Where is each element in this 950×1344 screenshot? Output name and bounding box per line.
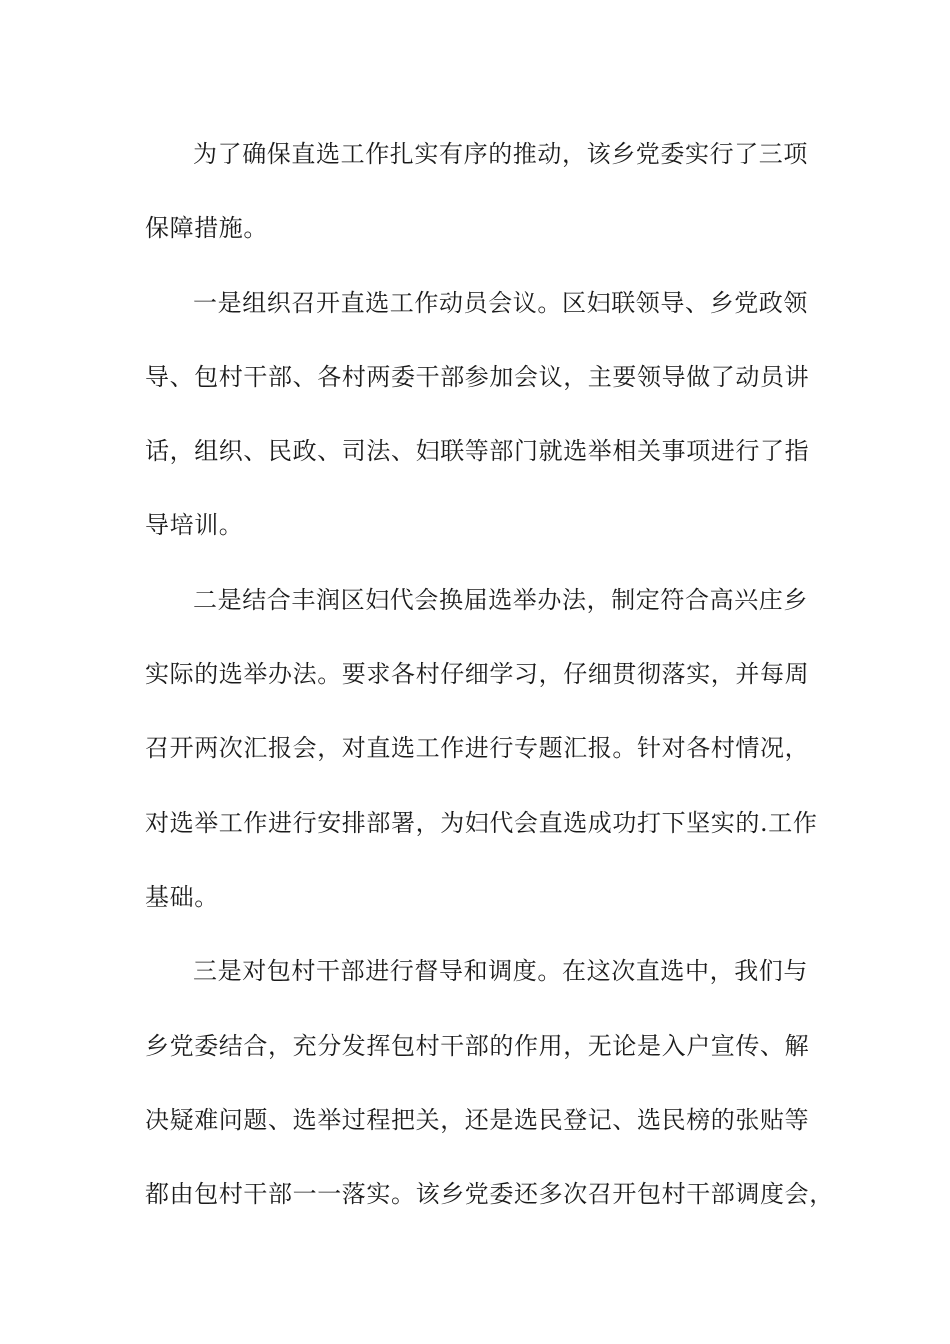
- paragraph-3-line-5: 基础。: [145, 882, 219, 911]
- paragraph-1-line-2: 保障措施。: [145, 214, 268, 243]
- document-body: [145, 122, 835, 1236]
- paragraph-2-line-2: 导、包村干部、各村两委干部参加会议，主要领导做了动员讲: [145, 362, 810, 391]
- paragraph-2-line-4: 导培训。: [145, 511, 244, 540]
- paragraph-1-line-1: 为了确保直选工作扎实有序的推动，该乡党委实行了三项: [193, 140, 808, 168]
- paragraph-2-line-3: 话，组织、民政、司法、妇联等部门就选举相关事项进行了指: [145, 437, 810, 466]
- paragraph-3-line-1: 二是结合丰润区妇代会换届选举办法，制定符合高兴庄乡: [193, 585, 808, 614]
- paragraph-3-line-2: 实际的选举办法。要求各村仔细学习，仔细贯彻落实，并每周: [145, 660, 810, 689]
- paragraph-4-line-1: 三是对包村干部进行督导和调度。在这次直选中，我们与: [193, 957, 808, 986]
- paragraph-4-line-4: 都由包村干部一一落实。该乡党委还多次召开包村干部调度会，: [145, 1180, 834, 1209]
- paragraph-4-line-3: 决疑难问题、选举过程把关，还是选民登记、选民榜的张贴等: [145, 1105, 810, 1134]
- paragraph-4-line-2: 乡党委结合，充分发挥包村干部的作用，无论是入户宣传、解: [145, 1031, 810, 1060]
- paragraph-3-line-3: 召开两次汇报会，对直选工作进行专题汇报。针对各村情况，: [145, 734, 810, 763]
- paragraph-3-line-4: 对选举工作进行安排部署，为妇代会直选成功打下坚实的.工作: [145, 808, 818, 837]
- paragraph-2-line-1: 一是组织召开直选工作动员会议。区妇联领导、乡党政领: [193, 288, 808, 317]
